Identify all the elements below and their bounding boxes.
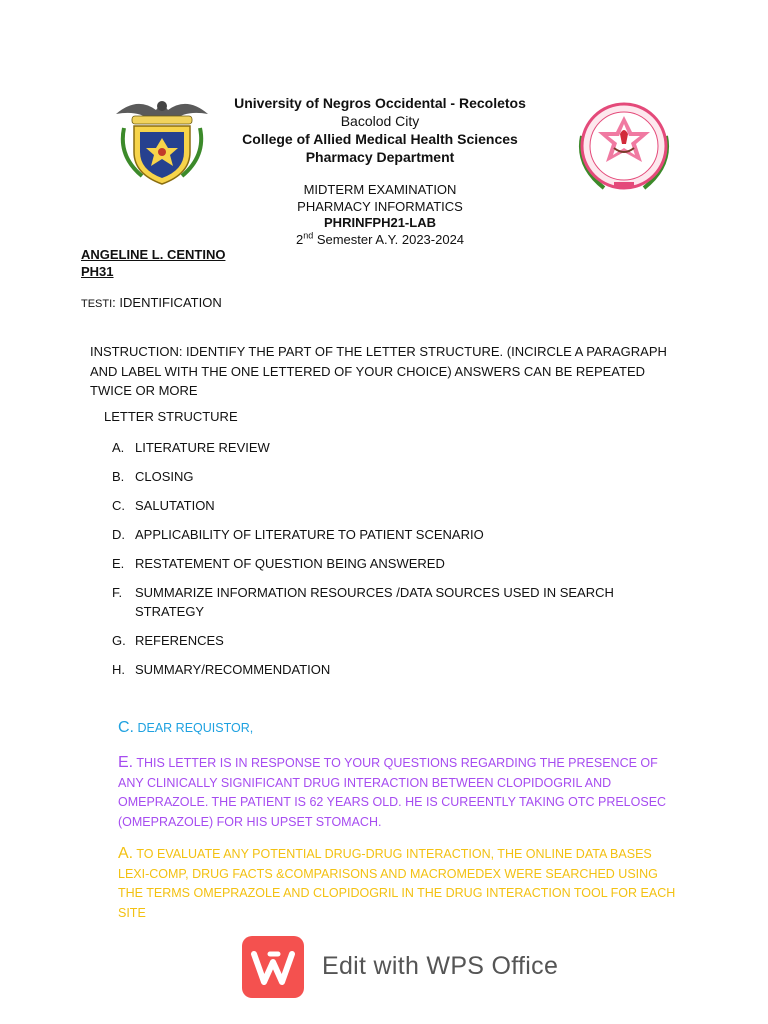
answer-salutation (118, 718, 678, 739)
option-letter: E. (112, 556, 125, 571)
document-header (180, 94, 580, 166)
option-letter: D. (112, 527, 125, 542)
answer-restatement (118, 753, 678, 832)
option-text: LITERATURE REVIEW (135, 440, 270, 455)
answer-letter: A. (118, 845, 134, 862)
college-name: College of Allied Medical Health Sciences (242, 131, 518, 147)
answer-letter: C. (118, 719, 134, 736)
course-code: PHRINFPH21-LAB (324, 215, 436, 230)
option-text: SUMMARY/RECOMMENDATION (135, 662, 331, 677)
wps-watermark[interactable] (242, 936, 562, 1000)
wps-label: Edit with WPS Office (322, 952, 559, 980)
student-name: ANGELINE L. CENTINO (81, 247, 226, 262)
semester-line (180, 232, 580, 249)
semester-text: Semester A.Y. 2023-2024 (313, 231, 465, 247)
letter-structure-title: LETTER STRUCTURE (104, 409, 238, 424)
option-letter: F. (112, 585, 123, 600)
option-text: APPLICABILITY OF LITERATURE TO PATIENT SCENARIO (135, 527, 484, 542)
option-item (112, 467, 672, 486)
exam-title: MIDTERM EXAMINATION (303, 182, 457, 197)
answer-literature-review (118, 844, 678, 923)
option-text: RESTATEMENT OF QUESTION BEING ANSWERED (135, 556, 445, 571)
course-name: PHARMACY INFORMATICS (297, 198, 463, 214)
exam-info (180, 182, 580, 248)
answer-text: THIS LETTER IS IN RESPONSE TO YOUR QUESTIONS REGARDING THE PRESENCE OF ANY CLINICALLY SIGNIFICANT DRUG INTERACTION BETWEEN CLOPIDOGRIL AND OMEPRAZOLE. THE PATIENT IS 62 YEARS OLD. HE IS CUREENTLY TAKING OTC PRELOSEC (OMEPRAZOLE) FOR HIS UPSET STOMACH. (118, 756, 667, 829)
student-info (81, 247, 225, 280)
option-letter: H. (112, 662, 125, 677)
department-name: Pharmacy Department (305, 149, 455, 165)
option-item (112, 583, 672, 621)
option-letter: B. (112, 469, 125, 484)
option-item (112, 496, 672, 515)
student-section: PH31 (81, 263, 114, 279)
option-text: REFERENCES (135, 633, 224, 648)
option-text: SALUTATION (135, 498, 215, 513)
pharmacy-association-seal-icon (574, 100, 674, 194)
option-letter: A. (112, 440, 125, 455)
wps-office-icon (242, 936, 304, 998)
answer-text: TO EVALUATE ANY POTENTIAL DRUG-DRUG INTERACTION, THE ONLINE DATA BASES LEXI-COMP, DRUG FACTS &COMPARISONS AND MACROMEDEX WERE SEARCHED USING THE TERMS OMEPRAZOLE AND CLOPIDOGRIL IN THE DRUG INTERACTION TOOL FOR EACH SITE (118, 847, 676, 920)
option-text: SUMMARIZE INFORMATION RESOURCES /DATA SOURCES USED IN SEARCH STRATEGY (135, 585, 614, 619)
answer-text: DEAR REQUISTOR, (134, 721, 254, 735)
test-label: TESTI (81, 298, 113, 310)
option-text: CLOSING (135, 469, 194, 484)
city-name: Bacolod City (340, 113, 420, 129)
option-item (112, 554, 672, 573)
semester-number: 2 (295, 231, 304, 247)
letter-structure-options (112, 438, 672, 689)
test-heading (81, 295, 222, 310)
answer-letter: E. (118, 754, 134, 771)
option-letter: G. (112, 633, 126, 648)
option-item (112, 525, 672, 544)
option-item (112, 660, 672, 679)
option-letter: C. (112, 498, 125, 513)
semester-suffix: nd (303, 230, 314, 241)
option-item (112, 631, 672, 650)
instruction-text: INSTRUCTION: IDENTIFY THE PART OF THE LETTER STRUCTURE. (INCIRCLE A PARAGRAPH AND LABEL WITH THE ONE LETTERED OF YOUR CHOICE) ANSWERS CAN BE REPEATED TWICE OR MORE (90, 344, 667, 398)
university-name: University of Negros Occidental - Recoletos (234, 95, 526, 111)
test-title: : IDENTIFICATION (112, 295, 222, 310)
option-item (112, 438, 672, 457)
